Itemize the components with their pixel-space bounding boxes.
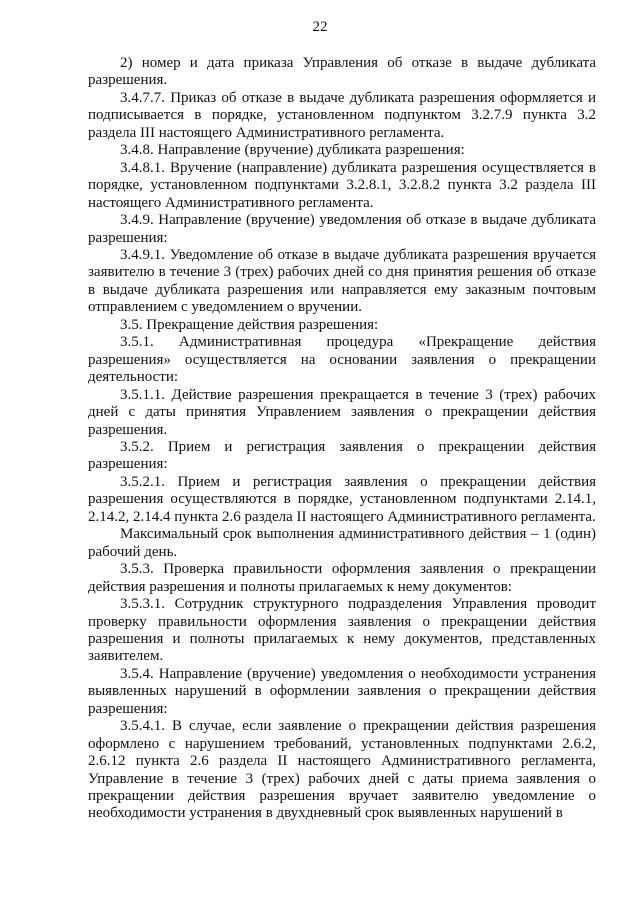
paragraph-max-term: Максимальный срок выполнения административного действия – 1 (один) рабочий день.: [88, 526, 596, 560]
paragraph-3-4-9-1: 3.4.9.1. Уведомление об отказе в выдаче дубликата разрешения вручается заявителю в течение 3 (трех) рабочих дней со дня принятия решения об отказе в выдаче дубликата разрешения или направляется ему заказным почтовым отправлением с уведомлением о вручении.: [88, 246, 596, 316]
paragraph-3-5-4: 3.5.4. Направление (вручение) уведомления о необходимости устранения выявленных нарушений в оформлении заявления о прекращении действия разрешения:: [88, 665, 596, 717]
paragraph-3-5: 3.5. Прекращение действия разрешения:: [120, 316, 379, 333]
paragraph-3-4-7-7: 3.4.7.7. Приказ об отказе в выдаче дубликата разрешения оформляется и подписывается в порядке, установленном подпунктом 3.2.7.9 пункта 3.2 раздела III настоящего Административного регламента.: [88, 89, 596, 141]
document-body: [88, 55, 596, 823]
paragraph-3-5-3-1: 3.5.3.1. Сотрудник структурного подразделения Управления проводит проверку правильности оформления заявления о прекращении действия разрешения и полноты прилагаемых к нему документов, представленных заявителем.: [88, 596, 596, 665]
paragraph-3-5-3: 3.5.3. Проверка правильности оформления заявления о прекращении действия разрешения и полноты прилагаемых к нему документов:: [88, 561, 596, 595]
paragraph-3-4-8-1: 3.4.8.1. Вручение (направление) дубликата разрешения осуществляется в порядке, установленном подпунктами 3.2.8.1, 3.2.8.2 пункта 3.2 раздела III настоящего Административного регламента.: [88, 159, 596, 211]
paragraph-3-5-2: 3.5.2. Прием и регистрация заявления о прекращении действия разрешения:: [88, 438, 596, 473]
paragraph-3-5-2-1: 3.5.2.1. Прием и регистрация заявления о прекращении действия разрешения осуществляются в порядке, установленном подпунктами 2.14.1, 2.14.2, 2.14.4 пункта 2.6 раздела II настоящего Административного регламента.: [88, 473, 596, 525]
paragraph-3-4-9: 3.4.9. Направление (вручение) уведомления об отказе в выдаче дубликата разрешения:: [88, 212, 596, 246]
paragraph-3-4-8: 3.4.8. Направление (вручение) дубликата разрешения:: [120, 142, 465, 159]
paragraph-item-2-order-number: 2) номер и дата приказа Управления об отказе в выдаче дубликата разрешения.: [88, 55, 596, 89]
paragraph-3-5-4-1: 3.5.4.1. В случае, если заявление о прекращении действия разрешения оформлено с нарушением требований, установленных подпунктами 2.6.2, 2.6.12 пункта 2.6 раздела II настоящего Административного регламента, Управление в течение 3 (трех) рабочих дней с даты приема заявления о прекращении действия разрешения вручает заявителю уведомление о необходимости устранения в двухдневный срок выявленных нарушений в: [88, 718, 596, 822]
paragraph-3-5-1: 3.5.1. Административная процедура «Прекращение действия разрешения» осуществляется на основании заявления о прекращении деятельности:: [88, 334, 596, 386]
page-number: 22: [312, 19, 328, 35]
paragraph-3-5-1-1: 3.5.1.1. Действие разрешения прекращается в течение 3 (трех) рабочих дней с даты принятия Управлением заявления о прекращении действия разрешения.: [88, 386, 596, 438]
